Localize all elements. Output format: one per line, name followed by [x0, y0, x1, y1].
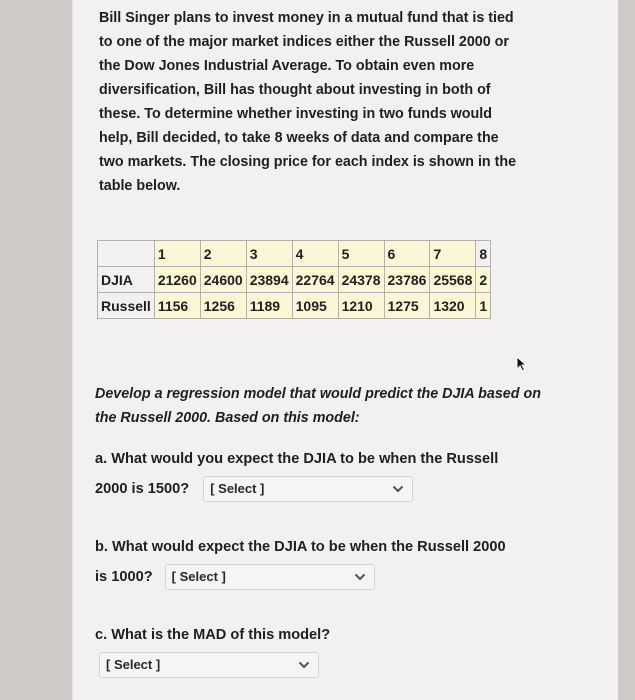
- question-a-text: a. What would you expect the DJIA to be when the Russell: [95, 451, 499, 467]
- table-row: [98, 267, 491, 293]
- table-cell: 1256: [200, 293, 246, 319]
- question-b: [95, 532, 506, 592]
- answer-a-select-value: [ Select ]: [210, 481, 265, 497]
- table-header-row: [98, 241, 491, 267]
- table-cell: 24378: [338, 267, 384, 293]
- table-cell: 6: [384, 241, 430, 267]
- question-b-text-cont: is 1000?: [95, 569, 153, 585]
- table-cell: 1156: [154, 293, 200, 319]
- table-cell: 1095: [292, 293, 338, 319]
- question-c-text: c. What is the MAD of this model?: [95, 627, 331, 643]
- table-cell: 25568: [430, 267, 476, 293]
- table-cell: 1: [476, 293, 491, 319]
- table-cell: 1320: [430, 293, 476, 319]
- table-cell: 7: [430, 241, 476, 267]
- answer-a-select[interactable]: [203, 476, 413, 502]
- table-cell: 3: [246, 241, 292, 267]
- index-price-table: [97, 240, 491, 319]
- mouse-pointer-icon: [516, 356, 528, 372]
- table-cell: 4: [292, 241, 338, 267]
- answer-b-select[interactable]: [165, 564, 375, 590]
- chevron-down-icon: [392, 485, 404, 493]
- table-cell: 24600: [200, 267, 246, 293]
- question-a: [95, 444, 498, 504]
- question-c: [95, 620, 330, 680]
- instructions: Develop a regression model that would predict the DJIA based on the Russell 2000. Based on this model:: [95, 386, 541, 426]
- table-cell: 1210: [338, 293, 384, 319]
- table-cell: 23786: [384, 267, 430, 293]
- problem-statement: Bill Singer plans to invest money in a mutual fund that is tied to one of the major market indices either the Russell 2000 or the Dow Jones Industrial Average. To obtain even more diversification, Bill has thought about investing in both of these. To determine whether investing in two funds would help, Bill decided, to take 8 weeks of data and compare the two markets. The closing price for each index is shown in the table below.: [99, 10, 517, 194]
- table-cell: 8: [476, 241, 491, 267]
- table-cell: 5: [338, 241, 384, 267]
- table-cell: 1: [154, 241, 200, 267]
- table-cell: 23894: [246, 267, 292, 293]
- row-label: DJIA: [98, 267, 155, 293]
- table-cell: 2: [200, 241, 246, 267]
- table-cell: 21260: [154, 267, 200, 293]
- answer-c-select-value: [ Select ]: [106, 657, 161, 673]
- table-cell: 22764: [292, 267, 338, 293]
- table-cell: 2: [476, 267, 491, 293]
- question-b-text: b. What would expect the DJIA to be when the Russell 2000: [95, 539, 506, 555]
- answer-c-select[interactable]: [99, 652, 319, 678]
- question-a-text-cont: 2000 is 1500?: [95, 481, 190, 497]
- chevron-down-icon: [354, 573, 366, 581]
- answer-b-select-value: [ Select ]: [171, 569, 226, 585]
- table-row: [98, 293, 491, 319]
- chevron-down-icon: [298, 661, 310, 669]
- question-panel: [72, 0, 618, 700]
- table-cell: [98, 241, 155, 267]
- table-cell: 1189: [246, 293, 292, 319]
- row-label: Russell: [98, 293, 155, 319]
- table-cell: 1275: [384, 293, 430, 319]
